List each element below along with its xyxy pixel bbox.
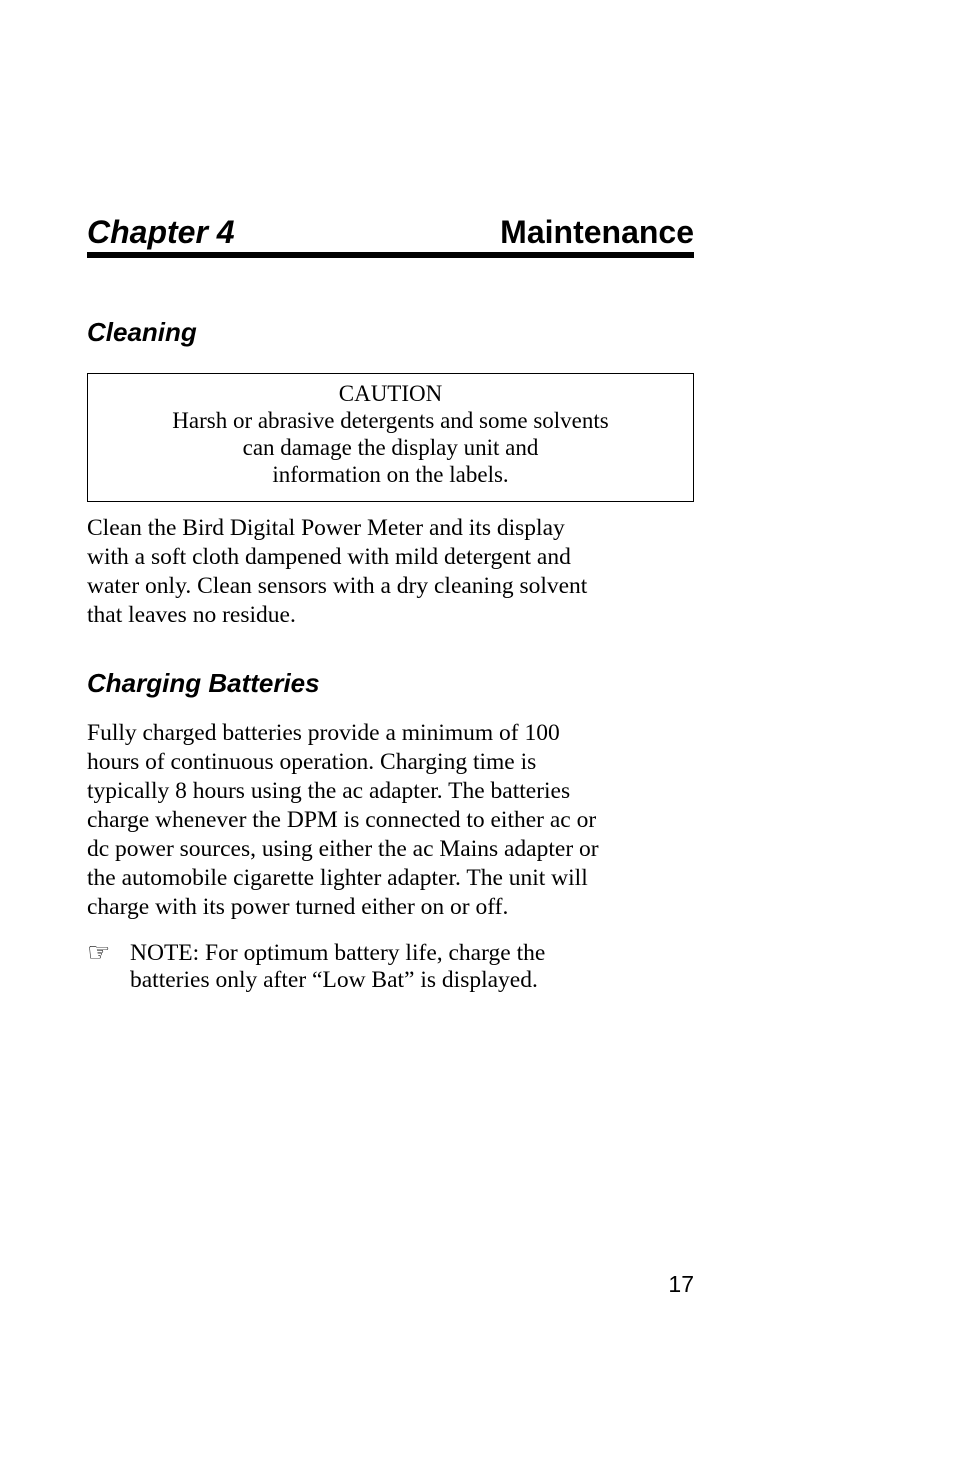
- caution-line: can damage the display unit and: [242, 435, 539, 460]
- chapter-rule: [87, 252, 694, 258]
- paragraph-line: charge with its power turned either on or off.: [87, 894, 509, 920]
- charging-paragraph: [87, 719, 694, 922]
- paragraph-line: dc power sources, using either the ac Mains adapter or: [87, 836, 599, 862]
- paragraph-line: Fully charged batteries provide a minimum of 100: [87, 720, 560, 746]
- chapter-title: Maintenance: [500, 214, 694, 250]
- page-number: 17: [668, 1271, 694, 1297]
- paragraph-line: water only. Clean sensors with a dry cleaning solvent: [87, 573, 588, 599]
- paragraph-line: that leaves no residue.: [87, 602, 296, 628]
- note-line: NOTE: For optimum battery life, charge the: [130, 940, 546, 966]
- note-text: [130, 940, 690, 994]
- paragraph-line: with a soft cloth dampened with mild detergent and: [87, 544, 571, 570]
- paragraph-line: the automobile cigarette lighter adapter. The unit will: [87, 865, 588, 891]
- caution-line: Harsh or abrasive detergents and some solvents: [172, 408, 609, 433]
- paragraph-line: Clean the Bird Digital Power Meter and its display: [87, 515, 565, 541]
- chapter-header: [87, 206, 694, 252]
- paragraph-line: charge whenever the DPM is connected to either ac or: [87, 807, 597, 833]
- caution-title: CAUTION: [338, 381, 443, 406]
- cleaning-paragraph: [87, 514, 694, 630]
- caution-line: information on the labels.: [272, 462, 509, 487]
- caution-box: [87, 373, 694, 502]
- chapter-label: Chapter 4: [87, 214, 235, 250]
- paragraph-line: hours of continuous operation. Charging time is: [87, 749, 537, 775]
- note-line: batteries only after “Low Bat” is displayed.: [130, 967, 538, 993]
- pointing-hand-icon: ☞: [87, 938, 111, 968]
- cleaning-heading: Cleaning: [87, 317, 197, 347]
- paragraph-line: typically 8 hours using the ac adapter. The batteries: [87, 778, 571, 804]
- charging-heading: Charging Batteries: [87, 668, 320, 698]
